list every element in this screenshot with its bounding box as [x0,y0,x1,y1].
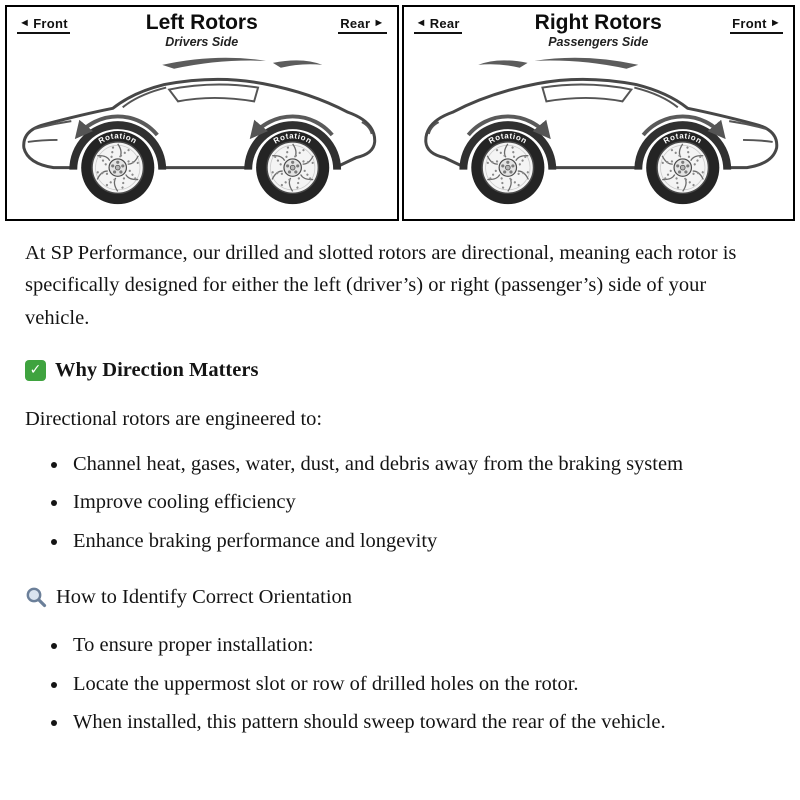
list-item: • When installed, this pattern should sweep toward the rear of the vehicle. [69,706,769,738]
list-item: • Locate the uppermost slot or row of drilled holes on the rotor. [69,668,769,700]
rotation-label: Rotation [486,131,529,146]
direction-label-text: Rear [429,16,460,31]
arrow-right-icon: ► [769,17,781,29]
left-car-illustration [7,51,397,219]
left-panel-header [7,7,397,51]
list-item: • Improve cooling efficiency [69,486,769,518]
panel-title: Left Rotors [145,11,258,34]
magnifier-icon [25,586,47,608]
heading-text: How to Identify Correct Orientation [56,586,353,608]
right-panel-header [404,7,794,51]
section1-lead: Directional rotors are engineered to: [25,407,323,430]
check-icon: ✓ [25,360,46,381]
rotation-label: Rotation [96,131,139,146]
section-heading-identify-orientation [25,581,772,613]
rotor-direction-diagram [0,0,800,221]
arrow-right-icon: ► [373,17,385,29]
right-panel-title-block [488,11,708,49]
left-panel-title-block [92,11,312,49]
article-body [0,221,800,739]
intro-paragraph: At SP Performance, our drilled and slotted rotors are directional, meaning each rotor is specifically designed for either the left (driver’s) or right (passenger’s) side of your vehicle. [25,242,737,329]
left-rotors-panel [5,5,399,221]
panel-subtitle: Drivers Side [165,35,239,49]
direction-label-text: Rear [340,16,371,31]
panel-subtitle: Passengers Side [548,35,649,49]
right-car-illustration [404,51,794,219]
direction-label-text: Front [33,16,68,31]
rotation-label: Rotation [661,131,704,146]
arrow-left-icon: ◄ [415,17,427,29]
rear-direction-label [414,16,462,34]
section2-bullet-list [25,629,772,738]
list-item: • Enhance braking performance and longevity [69,525,769,557]
arrow-left-icon: ◄ [19,17,31,29]
rotation-label: Rotation [271,131,314,146]
panel-title: Right Rotors [534,11,662,34]
heading-text: Why Direction Matters [55,359,259,382]
list-item: • Channel heat, gases, water, dust, and debris away from the braking system [69,448,769,480]
rear-direction-label [338,16,386,34]
direction-label-text: Front [732,16,767,31]
right-rotors-panel [402,5,796,221]
front-direction-label [17,16,70,34]
section1-bullet-list [25,448,772,557]
section-heading-why-direction-matters [25,354,772,386]
list-item: • To ensure proper installation: [69,629,769,661]
front-direction-label [730,16,783,34]
